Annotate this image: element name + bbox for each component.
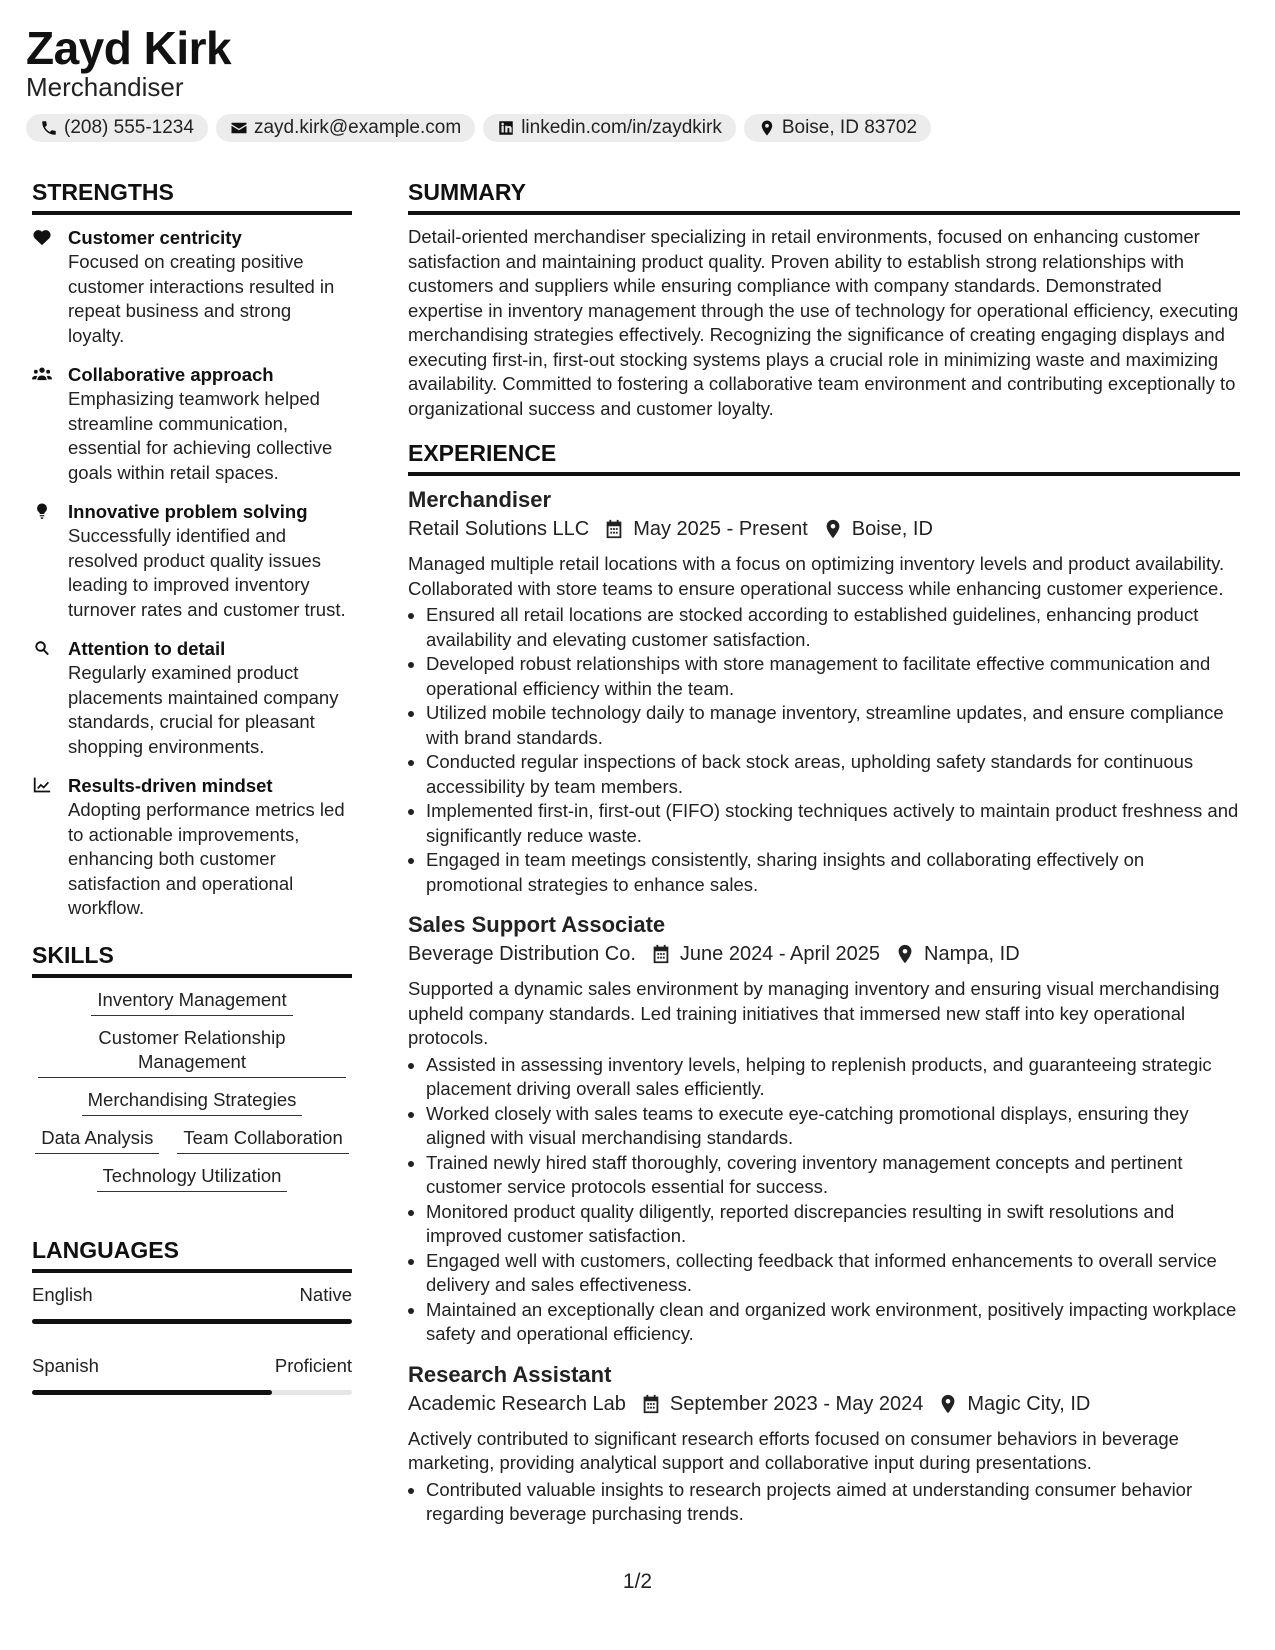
job-description: Actively contributed to significant research efforts focused on consumer behaviors in beverage marketing, providing analytical support and collaborative input during presentations. [408, 1427, 1179, 1473]
language-level-bar [32, 1390, 352, 1395]
strength-desc: Successfully identified and resolved product quality issues leading to improved inventory turnover rates and customer trust. [68, 525, 346, 620]
strength-item [32, 499, 352, 622]
skill-tag: Merchandising Strategies [82, 1088, 303, 1116]
job-description: Managed multiple retail locations with a focus on optimizing inventory levels and product availability. Collaborated with store teams to ensure operational success while enhancing customer experience. [408, 553, 1225, 599]
heart-icon [32, 228, 52, 246]
job-bullet: • Trained newly hired staff thoroughly, covering inventory management concepts and pertinent customer service protocols essential for success. [426, 1151, 1240, 1200]
skill-tag: Inventory Management [91, 988, 292, 1016]
company-name: Academic Research Lab [408, 1392, 626, 1415]
language-level: Native [299, 1283, 352, 1305]
strength-desc: Adopting performance metrics led to actionable improvements, enhancing both customer satisfaction and operational workflow. [68, 799, 345, 918]
job-bullet: • Contributed valuable insights to research projects aimed at understanding consumer behavior regarding beverage purchasing trends. [426, 1478, 1240, 1527]
job-bullet: • Maintained an exceptionally clean and organized work environment, positively impacting workplace safety and operational efficiency. [426, 1298, 1240, 1347]
job-bullet: • Developed robust relationships with store management to facilitate effective communication and operational efficiency within the team. [426, 652, 1240, 701]
search-icon [32, 639, 52, 657]
skill-tag: Team Collaboration [177, 1126, 348, 1154]
map-pin-icon [894, 943, 916, 965]
job-dates: June 2024 - April 2025 [679, 943, 881, 965]
email-chip[interactable] [216, 114, 475, 142]
linkedin-text: linkedin.com/in/zaydkirk [521, 117, 722, 138]
language-item [32, 1354, 352, 1395]
users-icon [32, 365, 52, 383]
job-bullet: • Assisted in assessing inventory levels, helping to replenish products, and guaranteeing strategic placement driving overall sales efficiently. [426, 1053, 1240, 1102]
strength-item [32, 773, 352, 921]
job-location: Nampa, ID [924, 943, 1020, 965]
language-level-bar [32, 1319, 352, 1324]
left-column [32, 178, 352, 1417]
job-meta [408, 1389, 1240, 1419]
job-bullets [408, 1053, 1240, 1347]
job-entry [408, 486, 1240, 897]
job-bullet: • Engaged well with customers, collecting feedback that informed enhancements to overall service delivery and sales effectiveness. [426, 1249, 1240, 1298]
job-bullet: • Worked closely with sales teams to execute eye-catching promotional displays, ensuring they aligned with visual merchandising standards. [426, 1102, 1240, 1151]
map-pin-icon [937, 1393, 959, 1415]
lightbulb-icon [32, 502, 52, 520]
strength-desc: Focused on creating positive customer interactions resulted in repeat business and strong loyalty. [68, 251, 335, 346]
page-number: 1/2 [622, 1570, 653, 1593]
job-bullet: • Ensured all retail locations are stocked according to established guidelines, enhancing product availability and elevating customer satisfaction. [426, 603, 1240, 652]
location-chip [744, 114, 931, 142]
language-name: English [32, 1283, 93, 1305]
job-entry [408, 911, 1240, 1347]
contact-bar [26, 114, 1249, 142]
location-text: Boise, ID 83702 [781, 117, 918, 138]
strength-item [32, 636, 352, 759]
job-bullet: • Engaged in team meetings consistently, sharing insights and collaborating effectively on promotional strategies to enhance sales. [426, 848, 1240, 897]
summary-heading: SUMMARY [408, 178, 1240, 215]
job-bullet: • Conducted regular inspections of back stock areas, upholding safety standards for continuous accessibility by team members. [426, 750, 1240, 799]
job-title: Merchandiser [408, 487, 552, 512]
strengths-heading: STRENGTHS [32, 178, 352, 215]
summary-text: Detail-oriented merchandiser specializing in retail environments, focused on enhancing customer satisfaction and maintaining product quality. Proven ability to establish strong relationships with customers and suppliers while ensuring compliance with company standards. Demonstrated expertise in inventory management through the use of technology for operational efficiency, executing merchandising strategies effectively. Recognizing the significance of creating engaging displays and executing first-in, first-out stocking systems plays a crucial role in minimizing waste and maximizing availability. Committed to fostering a collaborative team environment and contributing exceptionally to organizational success and customer loyalty. [408, 226, 1239, 419]
phone-icon [40, 119, 58, 137]
language-item [32, 1283, 352, 1324]
job-dates: May 2025 - Present [633, 518, 808, 540]
map-pin-icon [758, 119, 776, 137]
chart-line-icon [32, 776, 52, 794]
language-level-fill [32, 1390, 272, 1395]
strengths-list [32, 225, 352, 921]
job-title: Research Assistant [408, 1361, 612, 1387]
candidate-name: Zayd Kirk [26, 22, 232, 74]
skills-heading: SKILLS [32, 941, 352, 978]
map-pin-icon [822, 518, 844, 540]
linkedin-icon [497, 119, 515, 137]
skill-tag: Data Analysis [35, 1126, 159, 1154]
strength-title: Innovative problem solving [68, 501, 308, 522]
job-bullet: • Implemented first-in, first-out (FIFO) stocking techniques actively to maintain product freshness and significantly reduce waste. [426, 799, 1240, 848]
strength-title: Customer centricity [68, 227, 242, 248]
job-meta [408, 514, 1240, 544]
resume-header [26, 22, 1249, 142]
skill-tag: Technology Utilization [97, 1164, 288, 1192]
strength-item [32, 225, 352, 348]
language-level: Proficient [274, 1354, 352, 1376]
calendar-icon [603, 518, 625, 540]
strength-title: Collaborative approach [68, 364, 274, 385]
candidate-title: Merchandiser [26, 72, 184, 102]
strength-desc: Regularly examined product placements maintained company standards, crucial for pleasant shopping environments. [68, 662, 339, 757]
phone-chip[interactable] [26, 114, 208, 142]
envelope-icon [230, 119, 248, 137]
job-location: Boise, ID [851, 518, 933, 540]
job-description: Supported a dynamic sales environment by managing inventory and ensuring visual merchandising upheld company standards. Led training initiatives that immersed new staff into key operational protocols. [408, 978, 1220, 1048]
linkedin-chip[interactable] [483, 114, 736, 142]
company-name: Retail Solutions LLC [408, 518, 590, 540]
language-level-fill [32, 1319, 352, 1324]
job-bullets [408, 1478, 1240, 1527]
job-dates: September 2023 - May 2024 [669, 1392, 924, 1415]
languages-heading: LANGUAGES [32, 1236, 352, 1273]
job-meta [408, 939, 1240, 969]
strength-desc: Emphasizing teamwork helped streamline communication, essential for achieving collective goals within retail spaces. [68, 388, 333, 483]
skill-tag: Customer Relationship Management [38, 1026, 346, 1078]
skills-list [32, 988, 352, 1192]
email-text: zayd.kirk@example.com [253, 117, 462, 138]
strength-title: Attention to detail [68, 638, 226, 659]
language-name: Spanish [32, 1354, 99, 1376]
company-name: Beverage Distribution Co. [408, 943, 636, 965]
calendar-icon [640, 1393, 662, 1415]
experience-heading: EXPERIENCE [408, 439, 1240, 476]
job-entry [408, 1361, 1240, 1527]
right-column [408, 178, 1240, 1541]
job-bullet: • Monitored product quality diligently, reported discrepancies resulting in swift resolutions and improved customer satisfaction. [426, 1200, 1240, 1249]
phone-text: (208) 555-1234 [64, 117, 194, 138]
calendar-icon [650, 943, 672, 965]
experience-list [408, 486, 1240, 1527]
job-title: Sales Support Associate [408, 912, 666, 937]
strength-item [32, 362, 352, 485]
job-location: Magic City, ID [967, 1392, 1091, 1415]
strength-title: Results-driven mindset [68, 775, 273, 796]
job-bullets [408, 603, 1240, 897]
job-bullet: • Utilized mobile technology daily to manage inventory, streamline updates, and ensure compliance with brand standards. [426, 701, 1240, 750]
